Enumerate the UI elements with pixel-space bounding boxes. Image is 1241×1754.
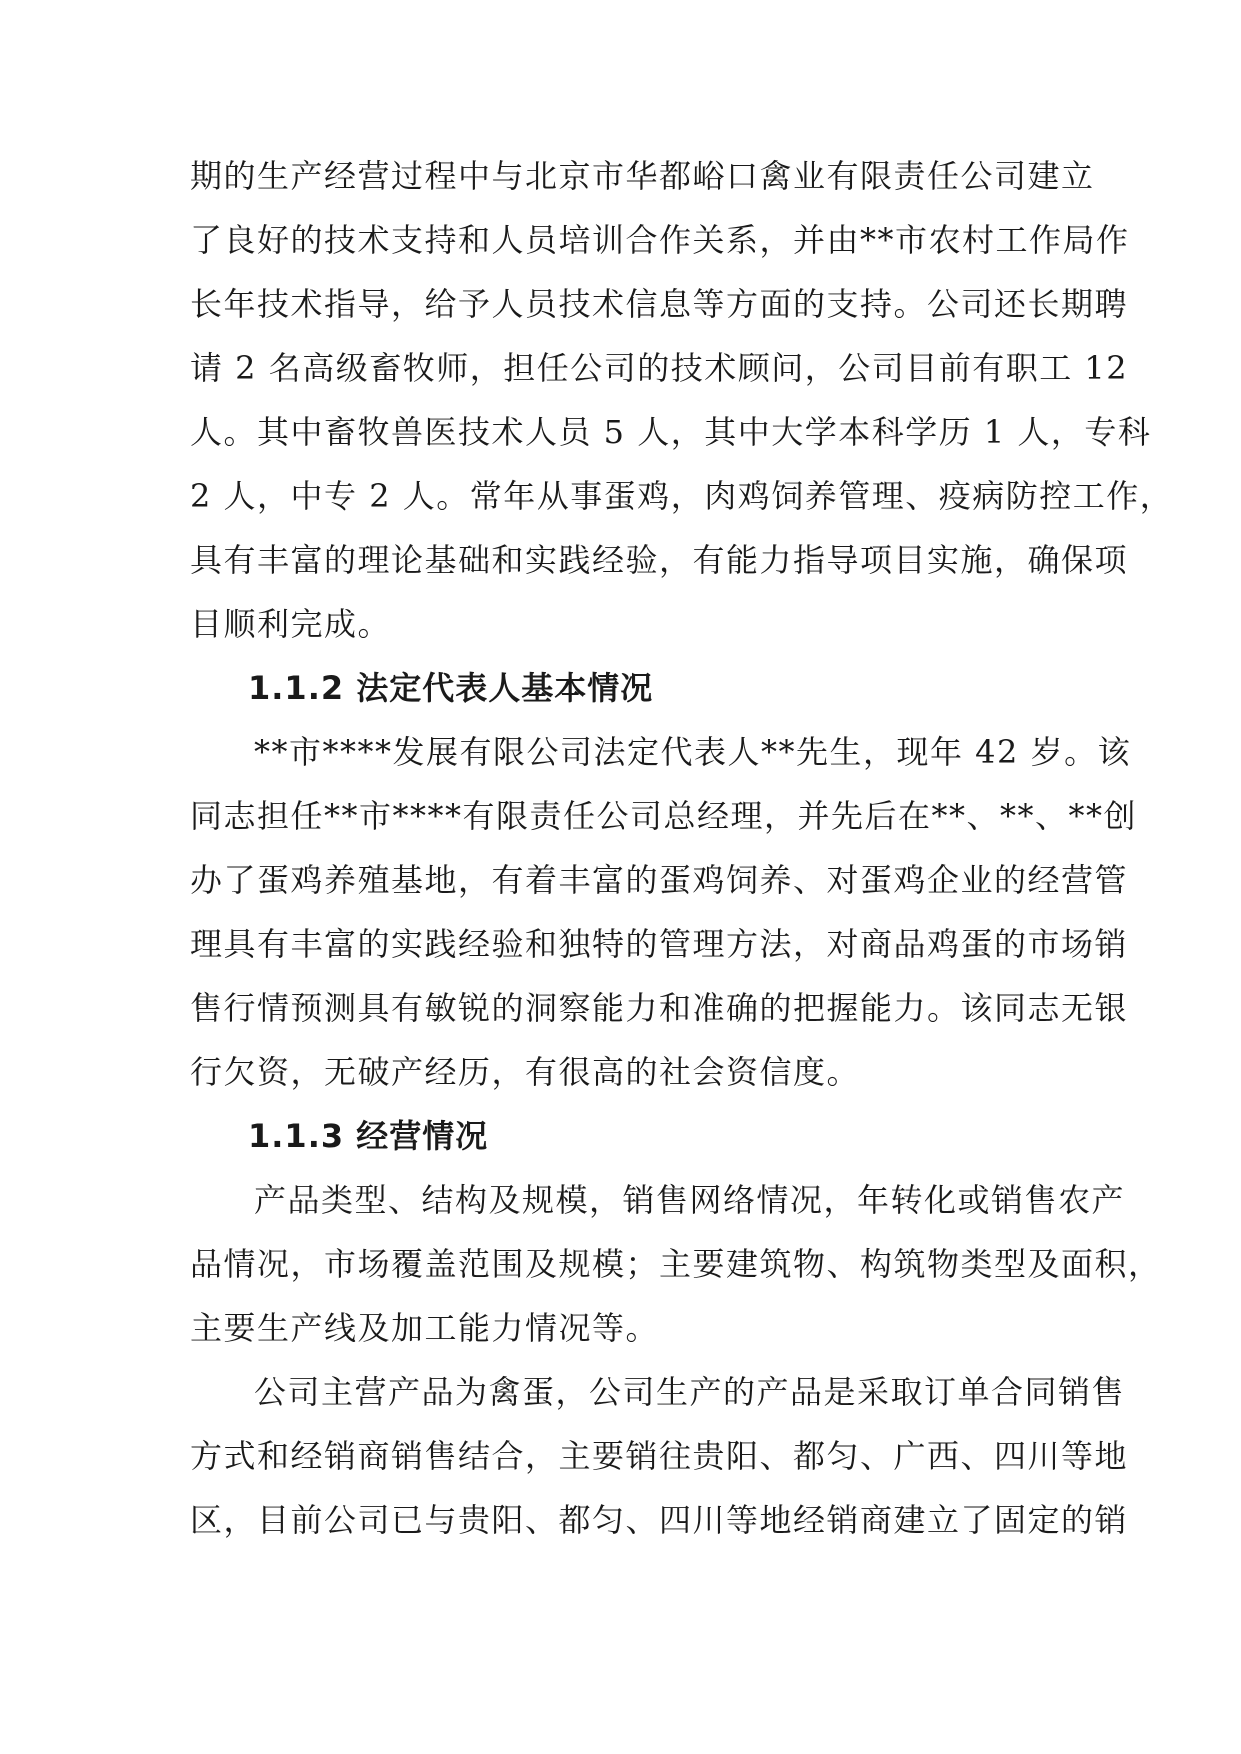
document-page [190,157,1174,1568]
paragraph-staff [190,157,1174,672]
text-line: 行欠资，无破产经历，有很高的社会资信度。 [190,1053,861,1091]
paragraph-operations-scope [190,1181,1162,1376]
text-line: 方式和经销商销售结合，主要销往贵阳、都匀、广西、四川等地 [190,1437,1129,1475]
section-heading-1-1-3: 1.1.3 经营情况 [248,1117,489,1155]
text-line: 办了蛋鸡养殖基地，有着丰富的蛋鸡饲养、对蛋鸡企业的经营管 [190,861,1129,899]
text-line: 具有丰富的理论基础和实践经验，有能力指导项目实施，确保项 [190,541,1129,579]
text-line: 人。其中畜牧兽医技术人员 5 人，其中大学本科学历 1 人，专科 [190,413,1152,451]
text-line: 理具有丰富的实践经验和独特的管理方法，对商品鸡蛋的市场销 [190,925,1129,963]
text-line: 目顺利完成。 [190,605,392,643]
text-line: 主要生产线及加工能力情况等。 [190,1309,660,1347]
paragraph-legal-representative [190,733,1138,1120]
text-line: 同志担任**市****有限责任公司总经理，并先后在**、**、**创 [190,797,1138,835]
text-line: 2 人，中专 2 人。常年从事蛋鸡，肉鸡饲养管理、疫病防控工作， [190,477,1174,515]
text-line: 区，目前公司已与贵阳、都匀、四川等地经销商建立了固定的销 [190,1501,1129,1539]
text-line: 期的生产经营过程中与北京市华都峪口禽业有限责任公司建立 [190,157,1095,195]
text-line: 请 2 名高级畜牧师，担任公司的技术顾问，公司目前有职工 12 [190,349,1129,387]
text-line: 产品类型、结构及规模，销售网络情况，年转化或销售农产 [254,1181,1126,1219]
text-line: 公司主营产品为禽蛋，公司生产的产品是采取订单合同销售 [254,1373,1126,1411]
text-line: **市****发展有限公司法定代表人**先生，现年 42 岁。该 [254,733,1132,771]
text-line: 长年技术指导，给予人员技术信息等方面的支持。公司还长期聘 [190,285,1129,323]
text-line: 品情况，市场覆盖范围及规模；主要建筑物、构筑物类型及面积， [190,1245,1162,1283]
text-line: 售行情预测具有敏锐的洞察能力和准确的把握能力。该同志无银 [190,989,1129,1027]
section-heading-1-1-2: 1.1.2 法定代表人基本情况 [248,669,654,707]
text-line: 了良好的技术支持和人员培训合作关系，并由**市农村工作局作 [190,221,1130,259]
paragraph-main-products [190,1373,1129,1568]
